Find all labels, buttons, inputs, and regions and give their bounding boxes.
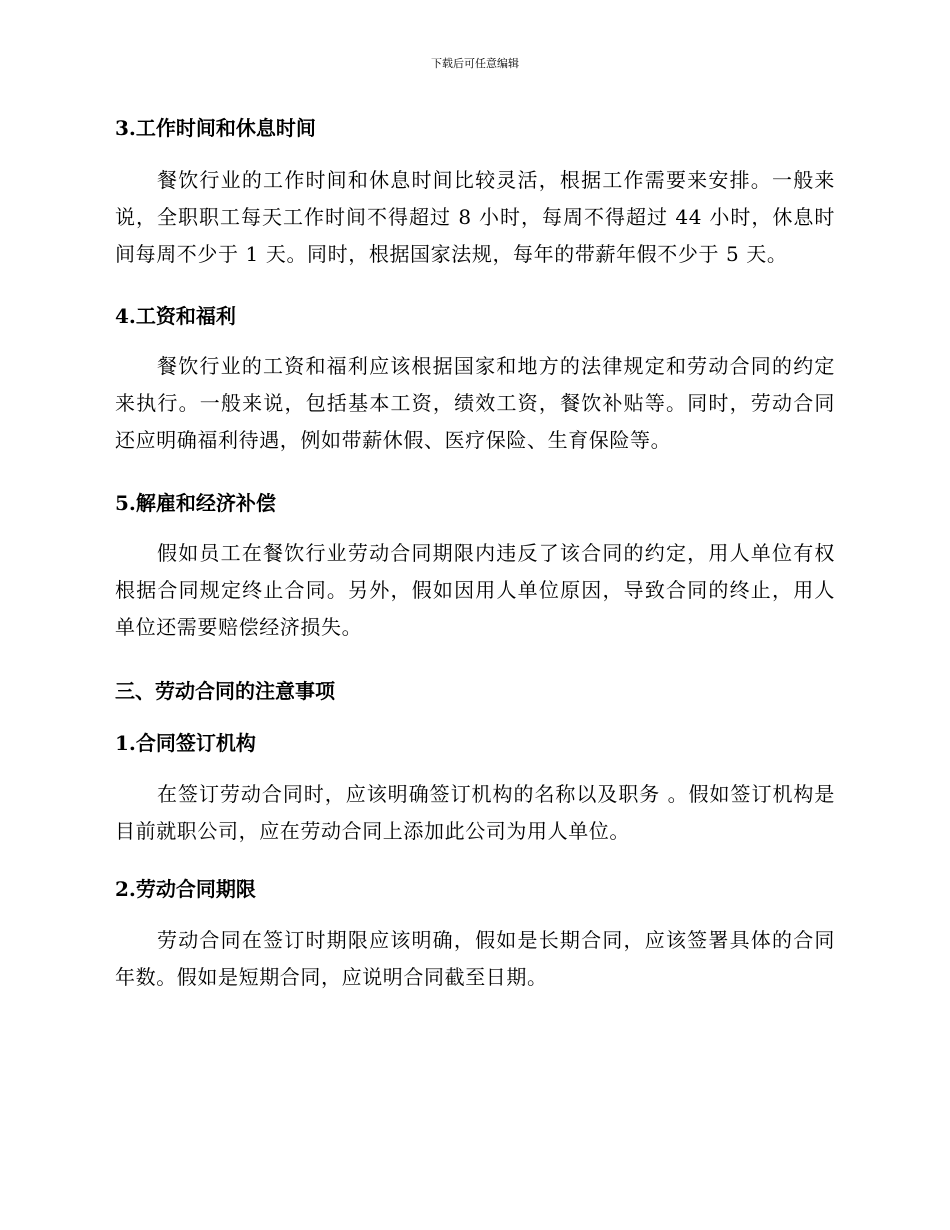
paragraph-text: 在签订劳动合同时，应该明确签订机构的名称以及职务 。假如签订机构是目前就职公司，应在劳动合同上添加此公司为用人单位。 bbox=[115, 782, 835, 843]
heading-text: 3.工作时间和休息时间 bbox=[115, 116, 316, 140]
paragraph-contract-term bbox=[115, 922, 835, 996]
heading-text: 2.劳动合同期限 bbox=[115, 877, 256, 901]
page-header: 下载后可任意编辑 bbox=[431, 57, 519, 70]
paragraph-text: 餐饮行业的工资和福利应该根据国家和地方的法律规定和劳动合同的约定来执行。一般来说，包括基本工资，绩效工资，餐饮补贴等。同时，劳动合同还应明确福利待遇，例如带薪休假、医疗保险、生育保险等。 bbox=[115, 354, 835, 452]
section-heading-work-hours bbox=[115, 114, 835, 142]
section-heading-signing-org bbox=[115, 729, 835, 757]
heading-text: 1.合同签订机构 bbox=[115, 731, 256, 755]
heading-text: 三、劳动合同的注意事项 bbox=[115, 679, 335, 703]
paragraph-wages bbox=[115, 348, 835, 459]
paragraph-text: 假如员工在餐饮行业劳动合同期限内违反了该合同的约定，用人单位有权根据合同规定终止合同。另外，假如因用人单位原因，导致合同的终止，用人单位还需要赔偿经济损失。 bbox=[115, 541, 835, 639]
heading-text: 4.工资和福利 bbox=[115, 304, 236, 328]
paragraph-text: 餐饮行业的工作时间和休息时间比较灵活，根据工作需要来安排。一般来说，全职职工每天工作时间不得超过 8 小时，每周不得超过 44 小时，休息时间每周不少于 1 天。同时，根据国家法规，每年的带薪年假不少于 5 天。 bbox=[115, 168, 835, 266]
paragraph-work-hours bbox=[115, 162, 835, 273]
paragraph-text: 劳动合同在签订时期限应该明确，假如是长期合同，应该签署具体的合同年数。假如是短期合同，应说明合同截至日期。 bbox=[115, 928, 835, 989]
section-heading-dismissal bbox=[115, 489, 835, 517]
paragraph-signing-org bbox=[115, 776, 835, 850]
chapter-heading-notes bbox=[115, 677, 835, 705]
heading-text: 5.解雇和经济补偿 bbox=[115, 491, 276, 515]
section-heading-wages bbox=[115, 302, 835, 330]
paragraph-dismissal bbox=[115, 535, 835, 646]
section-heading-contract-term bbox=[115, 875, 835, 903]
